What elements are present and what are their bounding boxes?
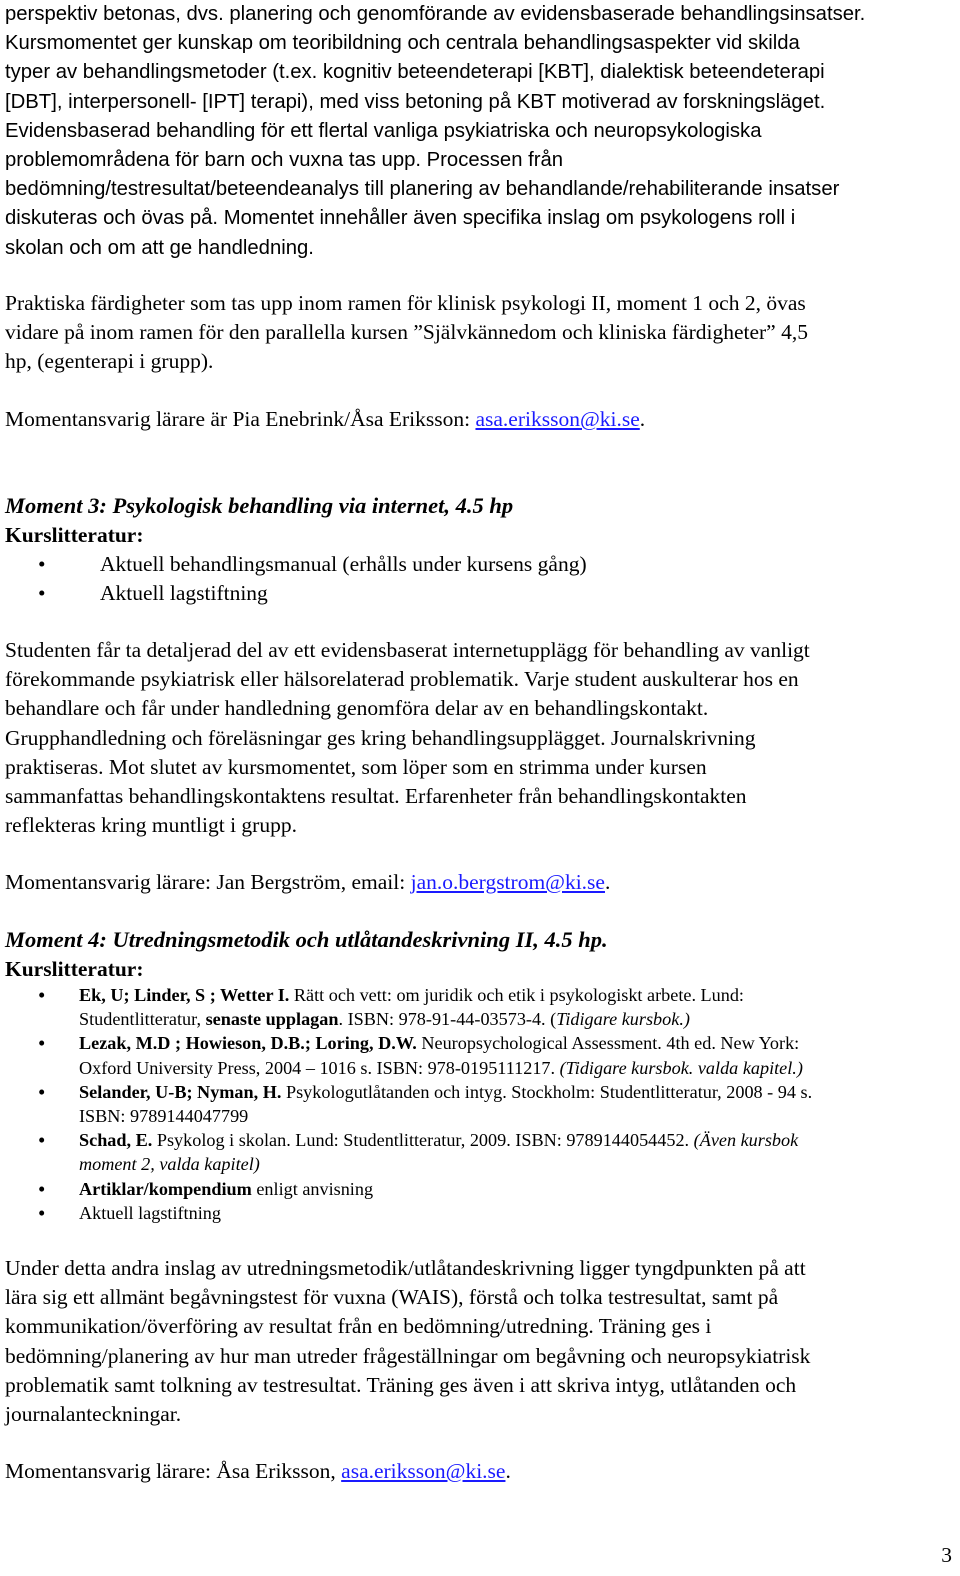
reference-author: Schad, E. [79,1130,153,1151]
text-line: behandlare och får under handledning genomföra delar av en behandlingskontakt. [5,696,709,721]
reference-note: (Även kursbok [693,1130,799,1151]
moment3-kurslitteratur-heading: Kurslitteratur: [5,523,144,547]
text-line: Kursmomentet ger kunskap om teoribildning och centrala behandlingsaspekter vid skilda [5,32,800,55]
reference-line [79,1152,940,1176]
text-line: lära sig ett allmänt begåvningstest för vuxna (WAIS), förstå och tolka testresultat, samt på [5,1285,779,1310]
reference-note: moment 2, valda kapitel) [79,1154,260,1175]
text-line: Studenten får ta detaljerad del av ett evidensbaserat internetupplägg för behandling av vanligt [5,638,810,662]
momentansvarig-text: Momentansvarig lärare: Åsa Eriksson, [5,1459,342,1483]
text-line: Under detta andra inslag av utredningsmetodik/utlåtandeskrivning ligger tyngdpunkten på att [5,1256,806,1280]
praktiska-paragraph [5,289,955,377]
reference-author: Selander, U-B; Nyman, H. [79,1081,282,1102]
text-line: journalanteckningar. [5,1402,182,1427]
text-line: Grupphandledning och föreläsningar ges kring behandlingsupplägget. Journalskrivning [5,725,756,750]
reference-line [79,1177,940,1201]
text-line: perspektiv betonas, dvs. planering och genomförande av evidensbaserade behandlingsinsatser. [5,3,866,25]
reference-line [79,1007,940,1031]
text-line: reflekteras kring muntligt i grupp. [5,813,297,838]
list-item-text: Aktuell behandlingsmanual (erhålls under kursens gång) [100,552,587,576]
reference-item [0,983,940,1031]
reference-author: Artiklar/kompendium [79,1178,252,1199]
reference-line [79,983,940,1007]
text-line: förekommande psykiatrisk eller hälsorelaterad problematik. Varje student auskulterar hos en [5,667,799,692]
reference-text: Psykolog i skolan. Lund: Studentlitteratur, 2009. ISBN: 9789144054452. [152,1130,694,1151]
reference-line [79,1080,940,1104]
moment3-literature-list [0,550,587,608]
reference-text: Oxford University Press, 2004 – 1016 s. ISBN: 978-0195111217. [79,1057,560,1078]
text-line: kommunikation/överföring av resultat från en bedömning/utredning. Träning ges i [5,1314,712,1339]
punctuation: . [604,870,611,894]
reference-item [0,1080,940,1128]
text-line: bedömning/planering av hur man utreder frågeställningar om begåvning och neuropsykiatrisk [5,1343,811,1368]
text-line: problematik samt tolkning av testresultat. Träning ges även i att skriva intyg, utlåtanden och [5,1372,797,1397]
text-line: Evidensbaserad behandling för ett flertal vanliga psykiatriska och neuropsykologiska [5,119,762,142]
momentansvarig-line [5,1457,955,1486]
bullet-icon: • [38,552,46,576]
momentansvarig-text: Momentansvarig lärare är Pia Enebrink/Åsa Eriksson: [5,407,476,431]
moment4-heading: Moment 4: Utredningsmetodik och utlåtandeskrivning II, 4.5 hp. [5,927,608,952]
reference-text: Aktuell lagstiftning [79,1202,221,1223]
reference-item [0,1177,940,1201]
bullet-icon: • [38,983,46,1007]
momentansvarig-line [5,405,955,434]
reference-line [79,1201,940,1225]
reference-author: Ek, U; Linder, S ; Wetter I. [79,985,290,1005]
reference-text: . ISBN: 978-91-44-03573-4. ( [338,1009,557,1030]
list-item [0,550,587,579]
moment4-body [5,1254,955,1429]
reference-note: (Tidigare kursbok. valda kapitel.) [559,1057,803,1078]
text-line: praktiseras. Mot slutet av kursmomentet, som löper som en strimma under kursen [5,754,707,779]
list-item-text: Aktuell lagstiftning [100,581,268,606]
reference-item [0,1128,940,1176]
text-line: vidare på inom ramen för den parallella kursen ”Självkännedom och kliniska färdigheter” 4,5 [5,320,808,345]
text-line: sammanfattas behandlingskontaktens resultat. Erfarenheter från behandlingskontakten [5,784,747,809]
reference-line [79,1104,940,1128]
bullet-icon: • [38,581,46,606]
reference-item [0,1201,940,1225]
list-item [0,579,587,608]
reference-line [79,1031,940,1055]
reference-text: enligt anvisning [251,1178,374,1199]
text-line: typer av behandlingsmetoder (t.ex. kognitiv beteendeterapi [KBT], dialektisk beteendeterapi [5,61,825,84]
text-line: hp, (egenterapi i grupp). [5,349,214,374]
email-link[interactable]: jan.o.bergstrom@ki.se [410,870,605,894]
reference-author: Lezak, M.D ; Howieson, D.B.; Loring, D.W. [79,1033,417,1054]
top-paragraph [5,0,955,263]
momentansvarig-line [5,868,955,897]
reference-item [0,1031,940,1079]
moment3-heading: Moment 3: Psykologisk behandling via internet, 4.5 hp [5,493,514,518]
bullet-icon: • [38,1176,46,1201]
moment3-body [5,636,955,840]
reference-text: Rätt och vett: om juridik och etik i psykologiskt arbete. Lund: [289,985,744,1005]
moment4-literature-list [0,983,940,1225]
bullet-icon: • [38,1200,46,1225]
text-line: bedömning/testresultat/beteendeanalys till planering av behandlande/rehabiliterande insatser [5,178,840,201]
email-link[interactable]: asa.eriksson@ki.se [475,407,640,431]
bullet-icon: • [38,1128,46,1153]
bullet-icon: • [38,1079,46,1104]
text-line: skolan och om att ge handledning. [5,236,314,259]
text-line: [DBT], interpersonell- [IPT] terapi), med viss betoning på KBT motiverad av forskningsläget. [5,90,826,113]
reference-note: Tidigare kursbok.) [556,1009,690,1030]
email-link[interactable]: asa.eriksson@ki.se [341,1459,506,1483]
reference-text: ISBN: 9789144047799 [79,1106,249,1127]
reference-line [79,1128,940,1152]
punctuation: . [639,407,646,431]
text-line: Praktiska färdigheter som tas upp inom ramen för klinisk psykologi II, moment 1 och 2, övas [5,291,806,315]
punctuation: . [505,1459,511,1483]
moment4-kurslitteratur-heading: Kurslitteratur: [5,957,144,981]
reference-author: senaste upplagan [205,1009,339,1030]
reference-line [79,1056,940,1080]
reference-text: Neuropsychological Assessment. 4th ed. New York: [416,1033,800,1054]
bullet-icon: • [38,1031,46,1056]
text-line: diskuteras och övas på. Momentet innehåller även specifika inslag om psykologens roll i [5,207,796,230]
momentansvarig-text: Momentansvarig lärare: Jan Bergström, email: [5,870,411,894]
text-line: problemområdena för barn och vuxna tas upp. Processen från [5,149,564,172]
reference-text: Psykologutlåtanden och intyg. Stockholm: Studentlitteratur, 2008 - 94 s. [281,1081,813,1102]
reference-text: Studentlitteratur, [79,1009,206,1030]
page-number: 3 [941,1543,952,1567]
